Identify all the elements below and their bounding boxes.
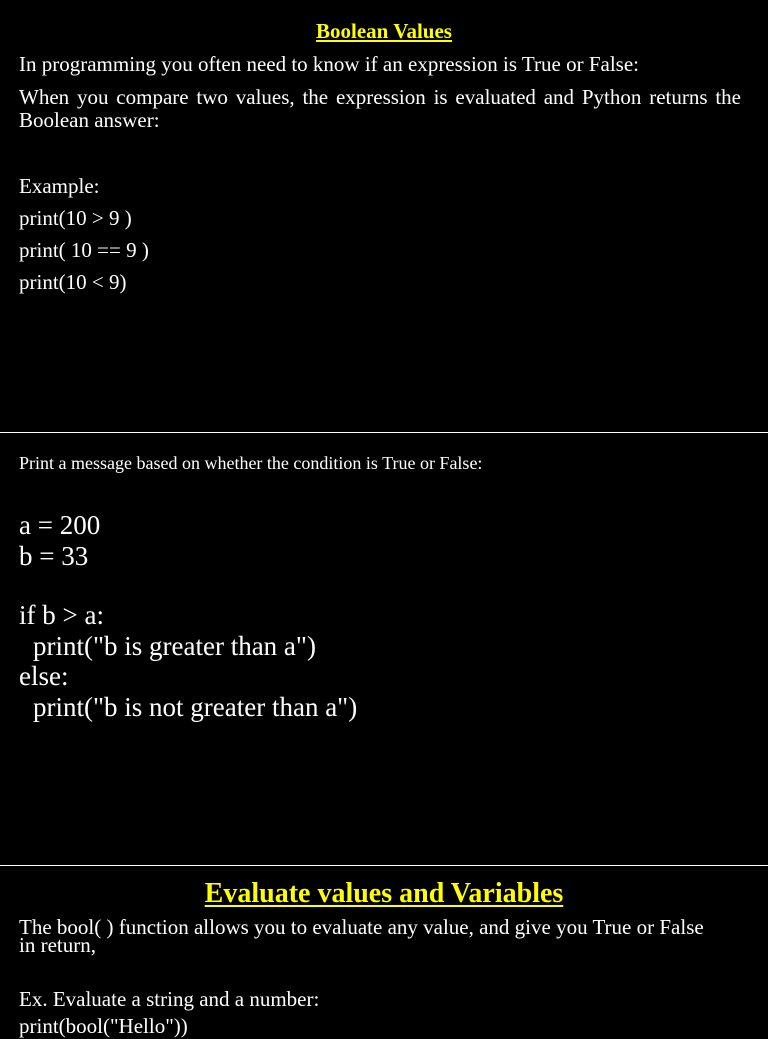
compare-paragraph: When you compare two values, the expression is evaluated and Python returns the Boolean answer: — [19, 85, 741, 132]
code-line: else: — [19, 661, 69, 691]
code-line: print("b is not greater than a") — [33, 692, 358, 722]
code-line: a = 200 — [19, 510, 101, 540]
example-line: Ex. Evaluate a string and a number: — [19, 987, 320, 1011]
code-line: print(10 < 9) — [19, 270, 127, 294]
code-line: b = 33 — [19, 541, 89, 571]
code-line: print( 10 == 9 ) — [19, 238, 149, 262]
code-line-partial: print(bool("Hello")) — [19, 1014, 188, 1038]
code-line: print("b is greater than a") — [33, 631, 316, 661]
intro-line: Print a message based on whether the condition is True or False: — [19, 453, 483, 473]
slide-title: Boolean Values — [316, 19, 452, 43]
code-line: if b > a: — [19, 600, 104, 630]
bool-paragraph: The bool( ) function allows you to evaluate any value, and give you True or False in return, — [19, 915, 704, 957]
code-line: print(10 > 9 ) — [19, 206, 132, 230]
intro-line: In programming you often need to know if an expression is True or False: — [19, 52, 639, 76]
example-label: Example: — [19, 174, 100, 198]
slide-title: Evaluate values and Variables — [204, 878, 564, 909]
